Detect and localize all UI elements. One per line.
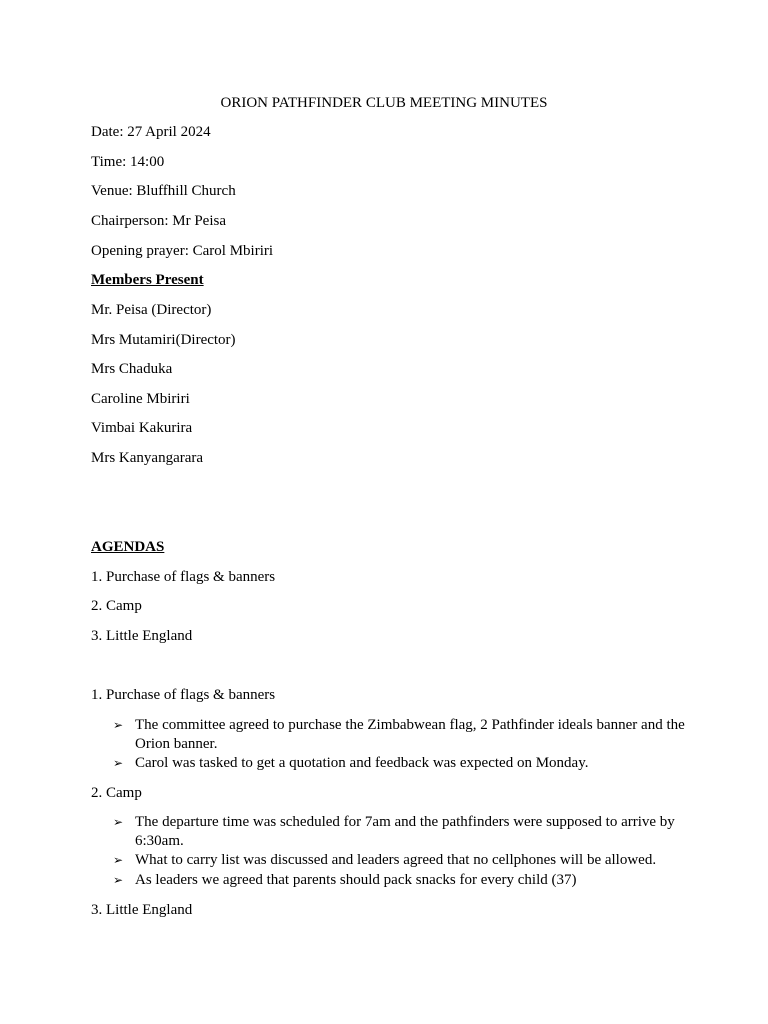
bullet-text: As leaders we agreed that parents should pack snacks for every child (37) bbox=[135, 872, 577, 888]
agenda-item: 1. Purchase of flags & banners bbox=[91, 569, 276, 585]
bullet-text: What to carry list was discussed and leaders agreed that no cellphones will be allowed. bbox=[135, 852, 657, 868]
member-item: Mrs Kanyangarara bbox=[91, 450, 204, 466]
bullet-text: The departure time was scheduled for 7am and the pathfinders were supposed to arrive by 6:30am. bbox=[135, 814, 675, 849]
member-item: Mr. Peisa (Director) bbox=[91, 302, 212, 318]
meeting-time: Time: 14:00 bbox=[91, 154, 165, 170]
meeting-venue: Venue: Bluffhill Church bbox=[91, 183, 236, 199]
bullet-text: The committee agreed to purchase the Zimbabwean flag, 2 Pathfinder ideals banner and the Orion banner. bbox=[135, 717, 685, 752]
opening-prayer: Opening prayer: Carol Mbiriri bbox=[91, 243, 274, 259]
arrow-bullet-icon: ➢ bbox=[113, 853, 124, 867]
arrow-bullet-icon: ➢ bbox=[113, 815, 124, 829]
bullet-text: Carol was tasked to get a quotation and feedback was expected on Monday. bbox=[135, 755, 589, 771]
section-title-flags: 1. Purchase of flags & banners bbox=[91, 687, 276, 703]
agenda-item: 3. Little England bbox=[91, 628, 193, 644]
member-item: Caroline Mbiriri bbox=[91, 391, 190, 407]
member-item: Mrs Chaduka bbox=[91, 361, 173, 377]
agenda-item: 2. Camp bbox=[91, 598, 142, 614]
section-title-little-england: 3. Little England bbox=[91, 902, 193, 918]
document-title: ORION PATHFINDER CLUB MEETING MINUTES bbox=[220, 95, 548, 111]
arrow-bullet-icon: ➢ bbox=[113, 756, 124, 770]
arrow-bullet-icon: ➢ bbox=[113, 718, 124, 732]
members-present-heading: Members Present bbox=[91, 272, 204, 288]
agendas-heading: AGENDAS bbox=[91, 539, 165, 555]
member-item: Vimbai Kakurira bbox=[91, 420, 193, 436]
arrow-bullet-icon: ➢ bbox=[113, 873, 124, 887]
meeting-date: Date: 27 April 2024 bbox=[91, 124, 211, 140]
section-title-camp: 2. Camp bbox=[91, 785, 142, 801]
member-item: Mrs Mutamiri(Director) bbox=[91, 332, 236, 348]
meeting-chairperson: Chairperson: Mr Peisa bbox=[91, 213, 226, 229]
